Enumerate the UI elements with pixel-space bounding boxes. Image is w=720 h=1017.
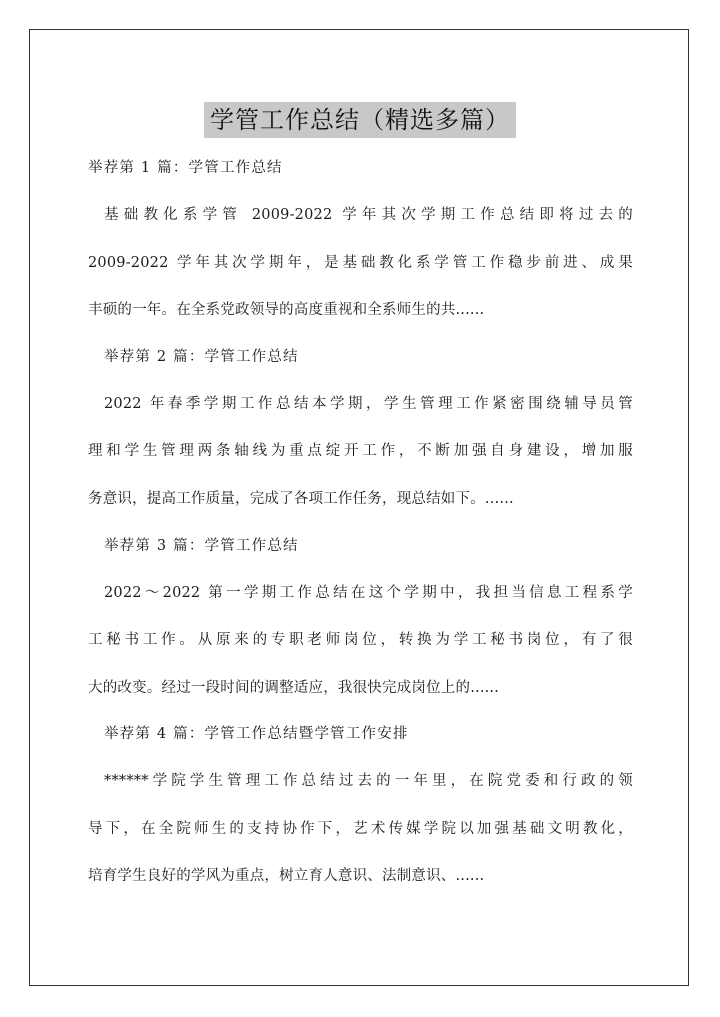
section-2-line-3: 务意识，提高工作质量，完成了各项工作任务，现总结如下。...... xyxy=(88,491,514,507)
section-4-line-1: ******学院学生管理工作总结过去的一年里，在院党委和行政的领 xyxy=(104,773,633,789)
section-heading-2: 举荐第 2 篇：学管工作总结 xyxy=(104,349,299,365)
section-1-line-3: 丰硕的一年。在全系党政领导的高度重视和全系师生的共...... xyxy=(88,302,485,318)
section-1-line-1: 基础教化系学管 2009-2022 学年其次学期工作总结即将过去的 xyxy=(104,207,633,223)
section-1-line-2: 2009-2022 学年其次学期年，是基础教化系学管工作稳步前进、成果 xyxy=(88,255,633,271)
section-3-line-2: 工秘书工作。从原来的专职老师岗位，转换为学工秘书岗位，有了很 xyxy=(88,632,633,648)
section-heading-1: 举荐第 1 篇：学管工作总结 xyxy=(88,160,283,176)
title-wrap xyxy=(0,86,720,154)
section-heading-4: 举荐第 4 篇：学管工作总结暨学管工作安排 xyxy=(104,726,409,742)
section-3-line-3: 大的改变。经过一段时间的调整适应，我很快完成岗位上的...... xyxy=(88,680,500,696)
section-2-line-2: 理和学生管理两条轴线为重点绽开工作，不断加强自身建设，增加服 xyxy=(88,443,633,459)
page-title: 学管工作总结（精选多篇） xyxy=(204,102,516,138)
section-heading-3: 举荐第 3 篇：学管工作总结 xyxy=(104,538,299,554)
section-2-line-1: 2022 年春季学期工作总结本学期，学生管理工作紧密围绕辅导员管 xyxy=(104,396,633,412)
section-3-line-1: 2022～2022 第一学期工作总结在这个学期中，我担当信息工程系学 xyxy=(104,585,633,601)
section-4-line-2: 导下，在全院师生的支持协作下，艺术传媒学院以加强基础文明教化， xyxy=(88,821,633,837)
section-4-line-3: 培育学生良好的学风为重点，树立育人意识、法制意识、...... xyxy=(88,868,485,884)
